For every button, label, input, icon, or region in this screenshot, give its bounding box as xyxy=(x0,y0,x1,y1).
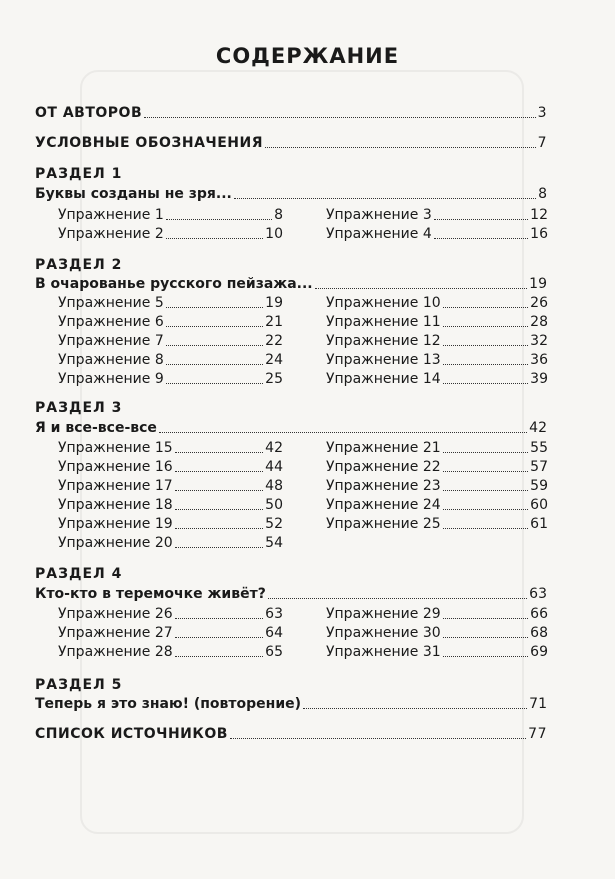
entry-label: УСЛОВНЫЕ ОБОЗНАЧЕНИЯ xyxy=(35,135,263,151)
exercise-page: 52 xyxy=(265,516,283,532)
exercise-label: Упражнение 8 xyxy=(58,352,164,368)
entry-label: В очарованье русского пейзажа... xyxy=(35,276,313,292)
exercise-entry[interactable] xyxy=(58,643,283,661)
leader-dots xyxy=(434,238,528,239)
exercise-label: Упражнение 25 xyxy=(326,516,441,532)
exercise-label: Упражнение 15 xyxy=(58,440,173,456)
leader-dots xyxy=(175,528,264,529)
leader-dots xyxy=(175,547,264,548)
exercise-page: 54 xyxy=(265,535,283,551)
exercise-label: Упражнение 30 xyxy=(326,625,441,641)
exercise-entry[interactable] xyxy=(326,496,548,514)
exercise-label: Упражнение 27 xyxy=(58,625,173,641)
exercise-label: Упражнение 6 xyxy=(58,314,164,330)
leader-dots xyxy=(166,238,263,239)
exercise-page: 32 xyxy=(530,333,548,349)
entry-page: 8 xyxy=(538,186,547,202)
leader-dots xyxy=(443,452,529,453)
exercise-entry[interactable] xyxy=(326,605,548,623)
entry-label: Кто-кто в теремочке живёт? xyxy=(35,586,266,602)
exercise-label: Упражнение 17 xyxy=(58,478,173,494)
leader-dots xyxy=(166,307,263,308)
exercise-entry[interactable] xyxy=(326,370,548,388)
exercise-label: Упражнение 31 xyxy=(326,644,441,660)
exercise-entry[interactable] xyxy=(326,332,548,350)
exercise-page: 66 xyxy=(530,606,548,622)
exercise-label: Упражнение 16 xyxy=(58,459,173,475)
exercise-entry[interactable] xyxy=(58,534,283,552)
leader-dots xyxy=(175,471,264,472)
exercise-entry[interactable] xyxy=(58,496,283,514)
exercise-label: Упражнение 26 xyxy=(58,606,173,622)
leader-dots xyxy=(175,452,264,453)
section-heading: РАЗДЕЛ 4 xyxy=(35,566,123,582)
exercise-page: 69 xyxy=(530,644,548,660)
leader-dots xyxy=(443,326,529,327)
exercise-label: Упражнение 10 xyxy=(326,295,441,311)
entry-label: СПИСОК ИСТОЧНИКОВ xyxy=(35,726,228,742)
entry-label: Теперь я это знаю! (повторение) xyxy=(35,696,302,712)
leader-dots xyxy=(265,147,536,148)
leader-dots xyxy=(166,326,263,327)
exercise-page: 57 xyxy=(530,459,548,475)
entry-label: Буквы созданы не зря... xyxy=(35,186,232,202)
leader-dots xyxy=(443,637,529,638)
entry-page: 42 xyxy=(529,420,547,436)
exercise-label: Упражнение 18 xyxy=(58,497,173,513)
exercise-entry[interactable] xyxy=(58,605,283,623)
exercise-label: Упражнение 1 xyxy=(58,207,164,223)
exercise-page: 39 xyxy=(530,371,548,387)
leader-dots xyxy=(443,618,529,619)
section-heading: РАЗДЕЛ 1 xyxy=(35,166,123,182)
exercise-label: Упражнение 12 xyxy=(326,333,441,349)
exercise-label: Упражнение 19 xyxy=(58,516,173,532)
exercise-page: 59 xyxy=(530,478,548,494)
leader-dots xyxy=(443,471,529,472)
leader-dots xyxy=(175,490,264,491)
exercise-label: Упражнение 13 xyxy=(326,352,441,368)
exercise-entry[interactable] xyxy=(326,624,548,642)
leader-dots xyxy=(166,345,263,346)
exercise-entry[interactable] xyxy=(58,294,283,312)
exercise-entry[interactable] xyxy=(326,458,548,476)
exercise-entry[interactable] xyxy=(326,206,548,224)
exercise-page: 48 xyxy=(265,478,283,494)
leader-dots xyxy=(166,219,272,220)
leader-dots xyxy=(443,307,529,308)
exercise-entry[interactable] xyxy=(326,477,548,495)
exercise-page: 65 xyxy=(265,644,283,660)
leader-dots xyxy=(175,637,264,638)
exercise-page: 36 xyxy=(530,352,548,368)
toc-entry-legend[interactable] xyxy=(35,134,547,152)
entry-label: Я и все-все-все xyxy=(35,420,157,436)
section-heading: РАЗДЕЛ 2 xyxy=(35,257,123,273)
leader-dots xyxy=(234,198,536,199)
leader-dots xyxy=(230,738,526,739)
section-title-entry[interactable] xyxy=(35,695,547,713)
entry-page: 19 xyxy=(529,276,547,292)
exercise-page: 28 xyxy=(530,314,548,330)
exercise-label: Упражнение 29 xyxy=(326,606,441,622)
exercise-page: 26 xyxy=(530,295,548,311)
leader-dots xyxy=(443,364,529,365)
exercise-entry[interactable] xyxy=(58,515,283,533)
exercise-label: Упражнение 2 xyxy=(58,226,164,242)
leader-dots xyxy=(303,708,527,709)
section-heading: РАЗДЕЛ 5 xyxy=(35,677,123,693)
leader-dots xyxy=(315,288,528,289)
exercise-page: 16 xyxy=(530,226,548,242)
exercise-page: 63 xyxy=(265,606,283,622)
exercise-entry[interactable] xyxy=(58,313,283,331)
section-title-entry[interactable] xyxy=(35,185,547,203)
exercise-label: Упражнение 22 xyxy=(326,459,441,475)
exercise-entry[interactable] xyxy=(326,515,548,533)
exercise-page: 25 xyxy=(265,371,283,387)
section-title-entry[interactable] xyxy=(35,585,547,603)
exercise-page: 10 xyxy=(265,226,283,242)
entry-page: 3 xyxy=(537,105,547,121)
exercise-entry[interactable] xyxy=(326,294,548,312)
page-title: СОДЕРЖАНИЕ xyxy=(215,44,400,68)
entry-page: 7 xyxy=(537,135,547,151)
exercise-page: 19 xyxy=(265,295,283,311)
entry-label: ОТ АВТОРОВ xyxy=(35,105,143,121)
exercise-label: Упражнение 3 xyxy=(326,207,432,223)
leader-dots xyxy=(166,383,263,384)
exercise-entry[interactable] xyxy=(326,351,548,369)
entry-page: 77 xyxy=(528,726,547,742)
leader-dots xyxy=(443,490,529,491)
leader-dots xyxy=(144,117,535,118)
exercise-entry[interactable] xyxy=(58,624,283,642)
exercise-entry[interactable] xyxy=(58,225,283,243)
exercise-label: Упражнение 5 xyxy=(58,295,164,311)
toc-entry-sources[interactable] xyxy=(35,725,547,743)
exercise-page: 44 xyxy=(265,459,283,475)
exercise-page: 8 xyxy=(274,207,283,223)
leader-dots xyxy=(159,432,527,433)
leader-dots xyxy=(443,509,529,510)
exercise-page: 55 xyxy=(530,440,548,456)
exercise-entry[interactable] xyxy=(58,332,283,350)
leader-dots xyxy=(443,383,529,384)
leader-dots xyxy=(434,219,528,220)
exercise-entry[interactable] xyxy=(58,458,283,476)
leader-dots xyxy=(175,656,264,657)
exercise-entry[interactable] xyxy=(58,370,283,388)
exercise-entry[interactable] xyxy=(326,439,548,457)
exercise-entry[interactable] xyxy=(58,206,283,224)
section-title-entry[interactable] xyxy=(35,275,547,293)
exercise-label: Упражнение 20 xyxy=(58,535,173,551)
exercise-page: 61 xyxy=(530,516,548,532)
exercise-label: Упражнение 11 xyxy=(326,314,441,330)
exercise-label: Упражнение 23 xyxy=(326,478,441,494)
leader-dots xyxy=(166,364,263,365)
leader-dots xyxy=(443,528,529,529)
exercise-page: 64 xyxy=(265,625,283,641)
exercise-label: Упражнение 14 xyxy=(326,371,441,387)
exercise-page: 60 xyxy=(530,497,548,513)
exercise-page: 24 xyxy=(265,352,283,368)
exercise-page: 50 xyxy=(265,497,283,513)
exercise-page: 22 xyxy=(265,333,283,349)
exercise-label: Упражнение 28 xyxy=(58,644,173,660)
exercise-entry[interactable] xyxy=(58,439,283,457)
exercise-entry[interactable] xyxy=(58,477,283,495)
leader-dots xyxy=(175,509,264,510)
exercise-page: 68 xyxy=(530,625,548,641)
exercise-entry[interactable] xyxy=(326,225,548,243)
leader-dots xyxy=(268,598,527,599)
section-heading: РАЗДЕЛ 3 xyxy=(35,400,123,416)
toc-entry-authors[interactable] xyxy=(35,104,547,122)
exercise-label: Упражнение 9 xyxy=(58,371,164,387)
exercise-label: Упражнение 7 xyxy=(58,333,164,349)
exercise-entry[interactable] xyxy=(326,313,548,331)
entry-page: 71 xyxy=(529,696,547,712)
exercise-page: 21 xyxy=(265,314,283,330)
leader-dots xyxy=(443,656,529,657)
exercise-label: Упражнение 4 xyxy=(326,226,432,242)
exercise-entry[interactable] xyxy=(326,643,548,661)
section-title-entry[interactable] xyxy=(35,419,547,437)
exercise-page: 42 xyxy=(265,440,283,456)
exercise-label: Упражнение 24 xyxy=(326,497,441,513)
leader-dots xyxy=(443,345,529,346)
exercise-page: 12 xyxy=(530,207,548,223)
entry-page: 63 xyxy=(529,586,547,602)
exercise-label: Упражнение 21 xyxy=(326,440,441,456)
exercise-entry[interactable] xyxy=(58,351,283,369)
leader-dots xyxy=(175,618,264,619)
